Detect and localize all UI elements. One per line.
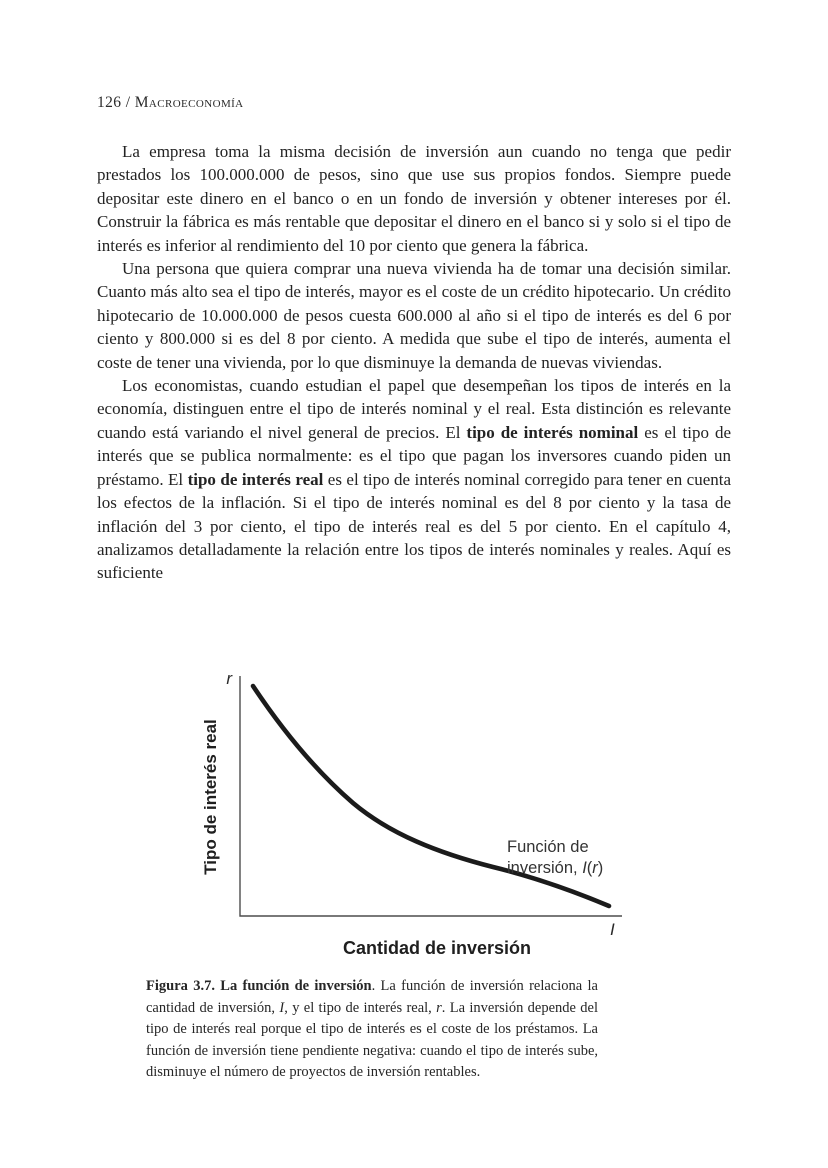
paragraph-3: Los economistas, cuando estudian el papel que desempeñan los tipos de interés en la economía, distinguen entre el tipo de interés nominal y el real. Esta distinción es relevante cuando está variando el nivel general de precios. El tipo de interés nominal es el tipo de interés que se publica normalmente: es el tipo que pagan los inversores cuando piden un préstamo. El tipo de interés real es el tipo de interés nominal corregido para tener en cuenta los efectos de la inflación. Si el tipo de interés nominal es del 8 por ciento y la tasa de inflación del 3 por ciento, el tipo de interés real es del 5 por ciento. En el capítulo 4, analizamos detalladamente la relación entre los tipos de interés nominales y reales. Aquí es suficiente <box>97 376 732 583</box>
curve-annotation <box>507 837 657 879</box>
running-header: 126 / Macroeconomía <box>97 94 244 111</box>
x-axis-variable: I <box>610 920 615 939</box>
y-axis-variable: r <box>226 669 232 688</box>
figure-caption: Figura 3.7. La función de inversión. La función de inversión relaciona la cantidad de inversión, I, y el tipo de interés real, r. La inversión depende del tipo de interés real porque el tipo de interés es el coste de los préstamos. La función de inversión tiene pendiente negativa: cuando el tipo de interés sube, disminuye el número de proyectos de inversión rentables. <box>146 978 599 1081</box>
y-axis-title: Tipo de interés real <box>201 719 220 875</box>
annotation-line-2: inversión, I(r) <box>507 859 604 877</box>
investment-curve <box>253 686 609 906</box>
body-text <box>97 140 731 585</box>
investment-chart-svg <box>238 676 624 918</box>
annotation-line-1: Función de <box>507 838 589 856</box>
axis-lines <box>240 676 622 916</box>
paragraph-2: Una persona que quiera comprar una nueva vivienda ha de tomar una decisión similar. Cuanto más alto sea el tipo de interés, mayor es el coste de un crédito hipotecario. Un crédito hipotecario de 10.000.000 de pesos cuesta 600.000 al año si el tipo de interés es del 6 por ciento y 800.000 si es del 8 por ciento. A medida que sube el tipo de interés, aumenta el coste de tener una vivienda, por lo que disminuye la demanda de nuevas viviendas. <box>97 259 731 372</box>
x-axis-title: Cantidad de inversión <box>342 938 532 958</box>
paragraph-1: La empresa toma la misma decisión de inversión aun cuando no tenga que pedir prestados los 100.000.000 de pesos, sino que use sus propios fondos. Siempre puede depositar este dinero en el banco o en un fondo de inversión y obtener intereses por él. Construir la fábrica es más rentable que depositar el dinero en el banco si y solo si el tipo de interés es inferior al rendimiento del 10 por ciento que genera la fábrica. <box>97 142 731 255</box>
